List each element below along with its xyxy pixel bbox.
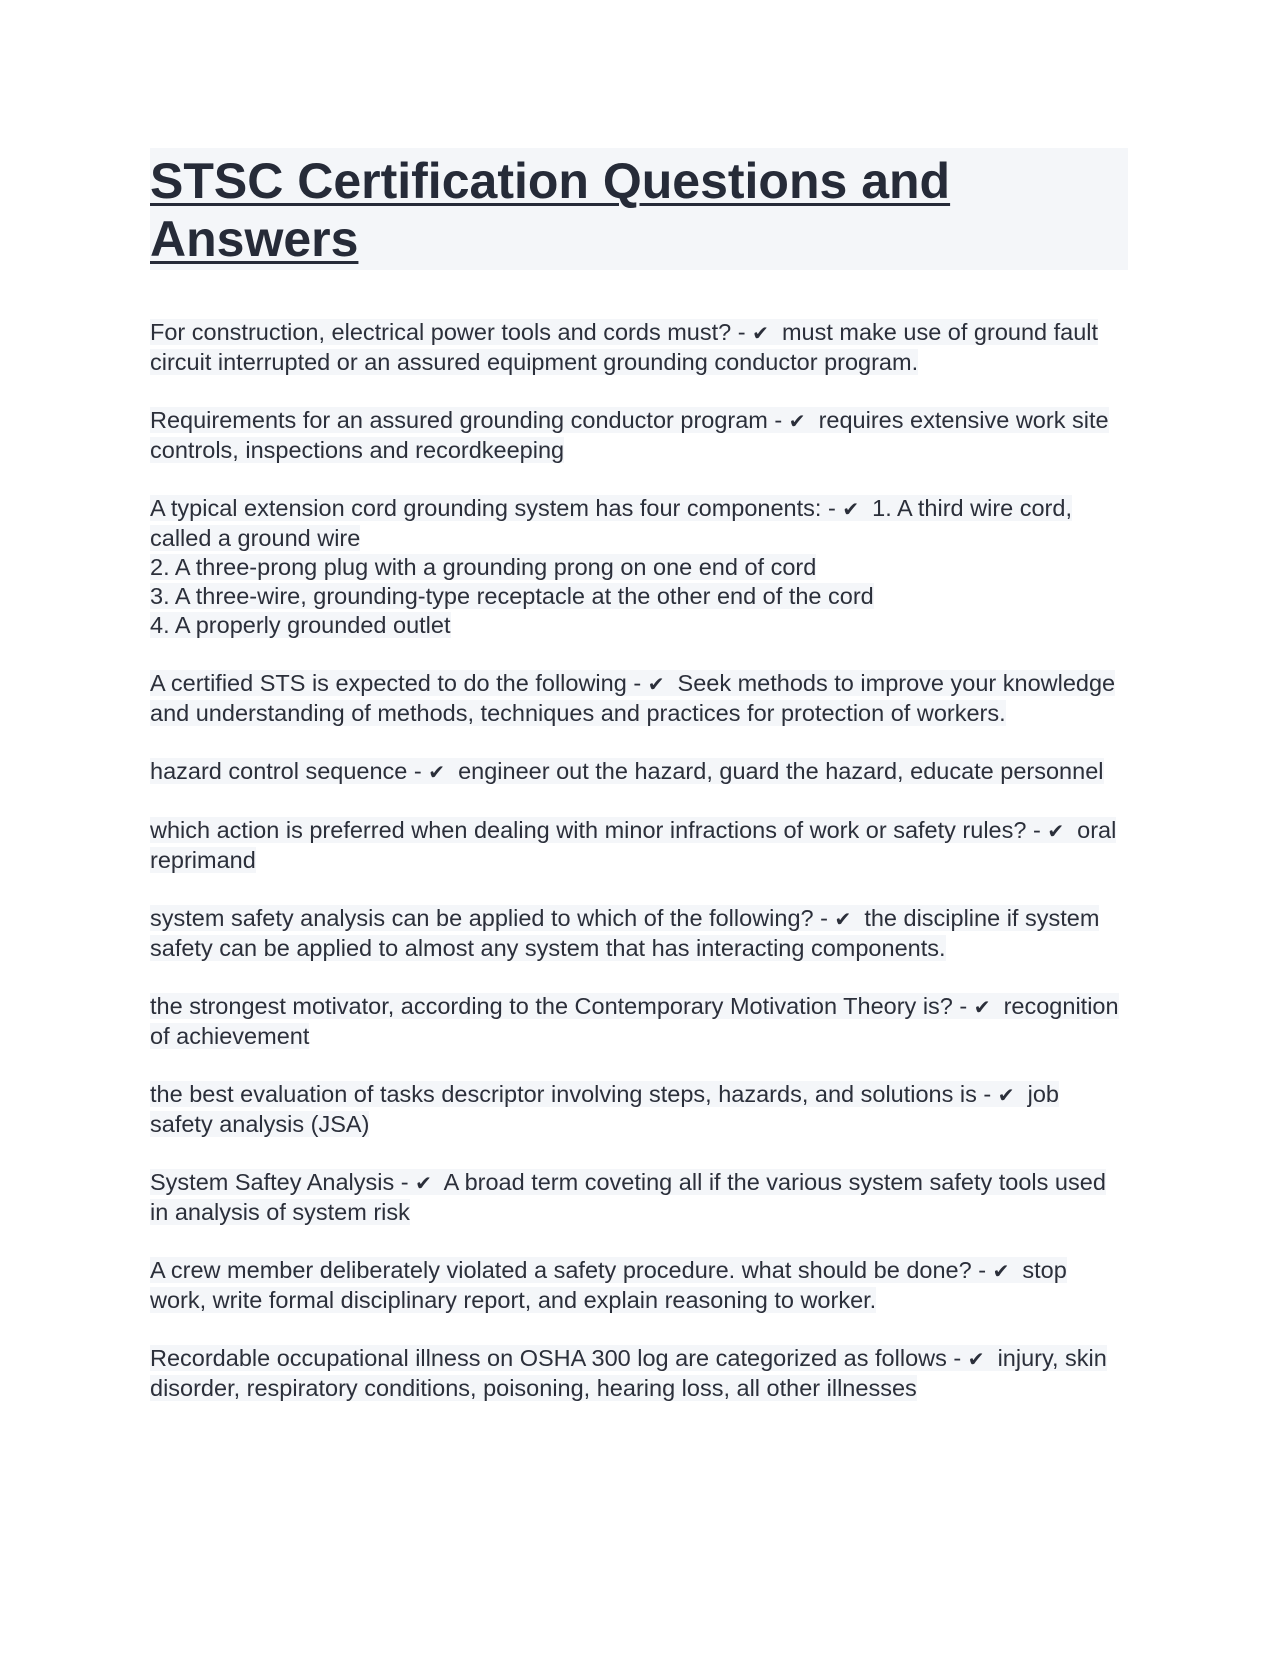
qa-item <box>150 1256 1128 1315</box>
qa-item <box>150 318 1128 377</box>
answer-text: recognition of achievement <box>150 993 1119 1049</box>
check-icon: ✔ <box>992 1259 1010 1283</box>
qa-item <box>150 816 1128 875</box>
answer-text: oral reprimand <box>150 817 1117 873</box>
answer-text: engineer out the hazard, guard the hazard, educate personnel <box>458 758 1104 784</box>
qa-item <box>150 1168 1128 1227</box>
question-text: A crew member deliberately violated a safety procedure. what should be done? - <box>150 1257 993 1283</box>
answer-text: the discipline if system safety can be applied to almost any system that has interacting components. <box>150 905 1100 961</box>
question-text: the best evaluation of tasks descriptor involving steps, hazards, and solutions is - <box>150 1081 998 1107</box>
answer-line: 4. A properly grounded outlet <box>150 612 451 638</box>
check-icon: ✔ <box>788 409 806 433</box>
answer-line: 2. A three-prong plug with a grounding prong on one end of cord <box>150 554 817 580</box>
question-text: Recordable occupational illness on OSHA 300 log are categorized as follows - <box>150 1345 968 1371</box>
qa-item <box>150 1344 1128 1403</box>
title-block <box>150 148 1128 270</box>
qa-item <box>150 992 1128 1051</box>
question-text: For construction, electrical power tools and cords must? - <box>150 319 753 345</box>
document-page <box>150 148 1128 1432</box>
check-icon: ✔ <box>967 1347 985 1371</box>
check-icon: ✔ <box>647 672 665 696</box>
question-text: which action is preferred when dealing with minor infractions of work or safety rules? - <box>150 817 1048 843</box>
check-icon: ✔ <box>973 995 991 1019</box>
qa-item <box>150 1080 1128 1139</box>
question-text: system safety analysis can be applied to which of the following? - <box>150 905 835 931</box>
answer-text: stop work, write formal disciplinary report, and explain reasoning to worker. <box>150 1257 1067 1313</box>
qa-item <box>150 669 1128 728</box>
answer-text: Seek methods to improve your knowledge and understanding of methods, techniques and practices for protection of workers. <box>150 670 1116 726</box>
qa-list <box>150 318 1128 1403</box>
answer-line: 3. A three-wire, grounding-type receptacle at the other end of the cord <box>150 583 874 609</box>
qa-item <box>150 904 1128 963</box>
answer-text: 1. A third wire cord, called a ground wire <box>150 495 1072 551</box>
question-text: A certified STS is expected to do the following - <box>150 670 648 696</box>
question-text: hazard control sequence - <box>150 758 429 784</box>
check-icon: ✔ <box>1047 819 1065 843</box>
question-text: Requirements for an assured grounding conductor program - <box>150 407 789 433</box>
qa-item <box>150 494 1128 640</box>
page-title: STSC Certification Questions and Answers <box>150 153 951 267</box>
check-icon: ✔ <box>752 321 769 345</box>
check-icon: ✔ <box>997 1083 1015 1107</box>
qa-item <box>150 406 1128 465</box>
check-icon: ✔ <box>834 907 852 931</box>
question-text: the strongest motivator, according to the Contemporary Motivation Theory is? - <box>150 993 974 1019</box>
check-icon: ✔ <box>415 1171 432 1195</box>
answer-text: requires extensive work site controls, inspections and recordkeeping <box>150 407 1109 463</box>
check-icon: ✔ <box>842 497 860 521</box>
answer-text: job safety analysis (JSA) <box>150 1081 1059 1137</box>
check-icon: ✔ <box>428 760 446 784</box>
question-text: System Saftey Analysis - <box>150 1169 416 1195</box>
qa-item <box>150 757 1128 787</box>
answer-text: A broad term coveting all if the various system safety tools used in analysis of system risk <box>150 1169 1106 1225</box>
question-text: A typical extension cord grounding system has four components: - <box>150 495 843 521</box>
answer-text: injury, skin disorder, respiratory conditions, poisoning, hearing loss, all other illnesses <box>150 1345 1107 1401</box>
answer-text: must make use of ground fault circuit interrupted or an assured equipment grounding conductor program. <box>150 319 1099 375</box>
